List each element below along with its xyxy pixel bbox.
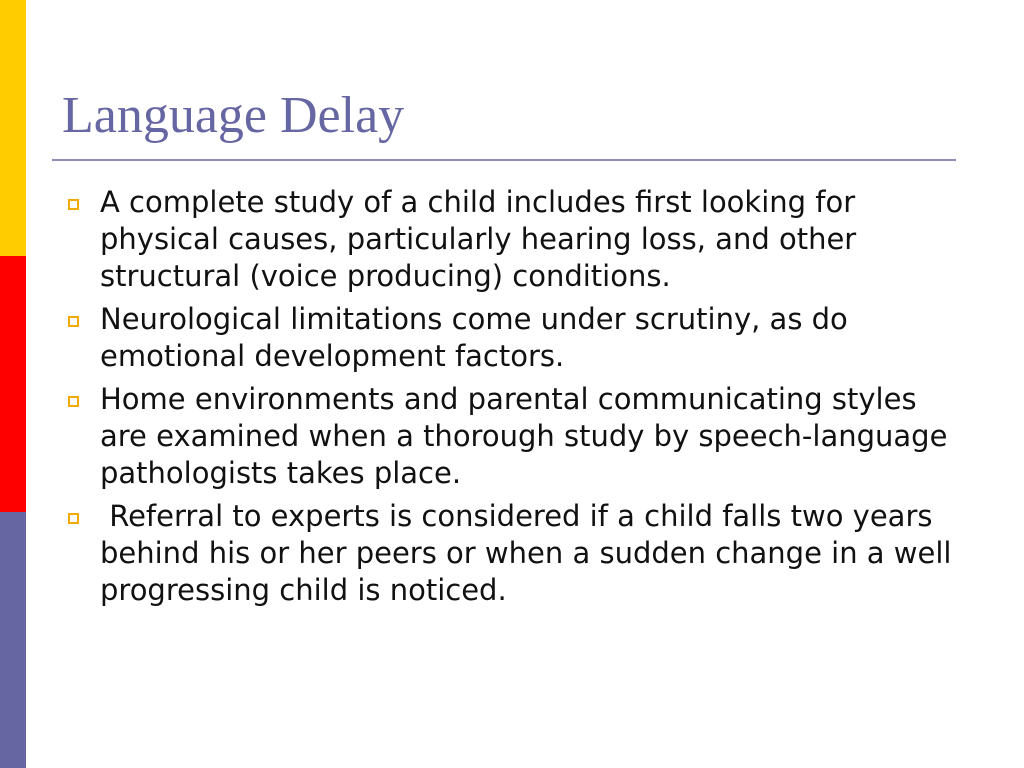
square-bullet-icon [68,316,79,327]
title-divider [52,159,956,161]
square-bullet-icon [68,513,79,524]
side-bar-yellow-segment [0,0,26,256]
bullet-text: Neurological limitations come under scrutiny, as do emotional development factors. [100,302,858,373]
bullet-item [62,381,962,492]
bullet-text: Referral to experts is considered if a child falls two years behind his or her peers or when a sudden change in a well progressing child is noticed. [100,499,961,607]
slide-title: Language Delay [62,87,405,144]
square-bullet-icon [68,396,79,407]
bullet-item [62,498,962,609]
bullet-text: Home environments and parental communicating styles are examined when a thorough study by speech-language pathologists takes place. [100,382,957,490]
side-color-bar [0,0,26,768]
bullet-list [62,184,962,615]
side-bar-red-segment [0,256,26,512]
bullet-item [62,184,962,295]
square-bullet-icon [68,199,79,210]
bullet-item [62,301,962,375]
bullet-text: A complete study of a child includes first looking for physical causes, particularly hearing loss, and other structural (voice producing) conditions. [100,185,866,293]
side-bar-purple-segment [0,512,26,768]
